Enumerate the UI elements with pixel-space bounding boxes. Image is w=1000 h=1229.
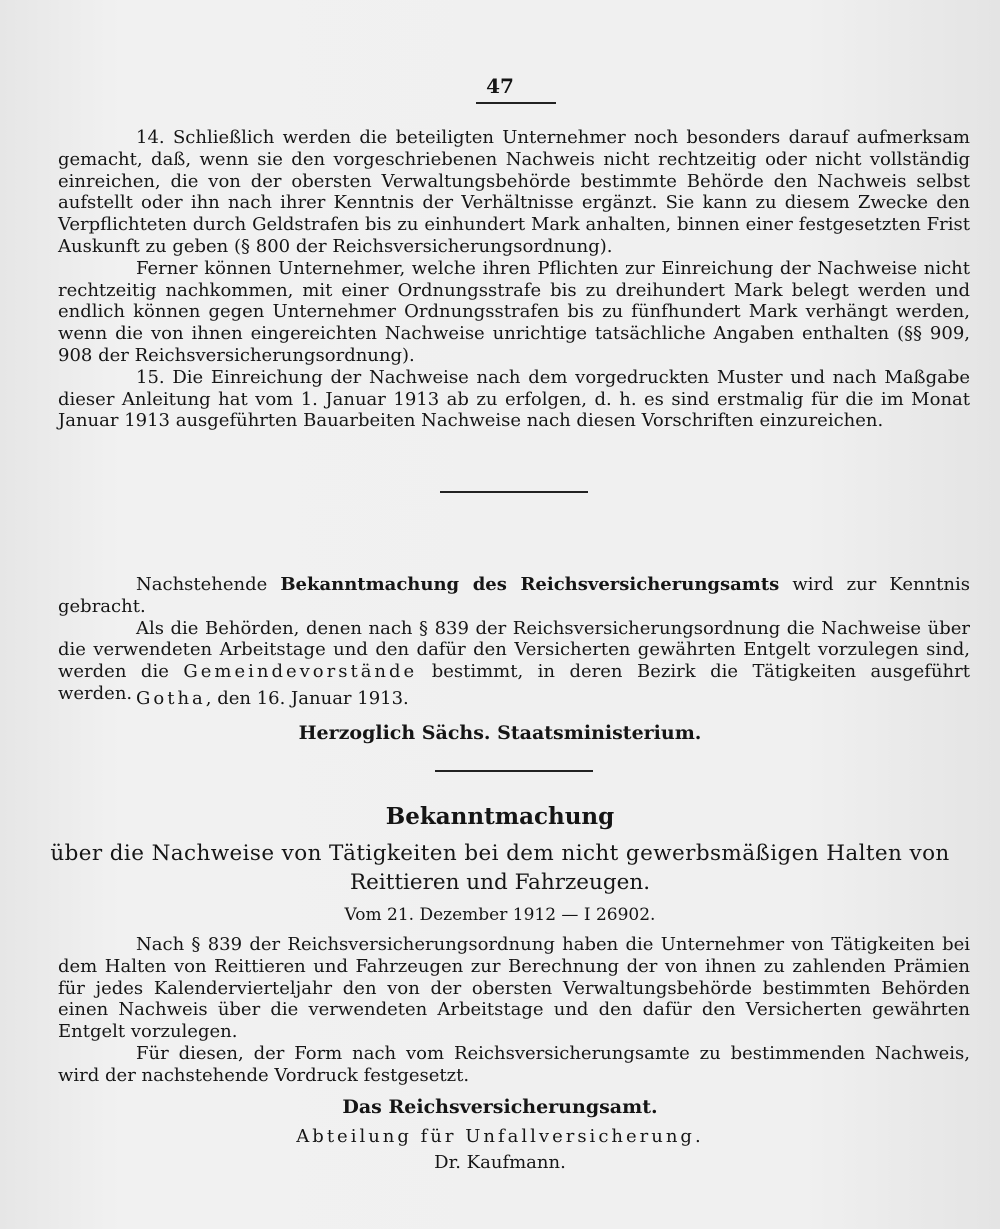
- announcement-dateline: Vom 21. Dezember 1912 — I 26902.: [344, 905, 656, 925]
- notice-intro-after: wird zur Kenntnis gebracht.: [58, 574, 970, 617]
- notice-authorities-after: bestimmt, in deren Bezirk die Tätigkeiten ausgeführt werden.: [58, 661, 970, 704]
- notice-place-name: Gotha: [136, 688, 206, 709]
- ministry-signature: Herzoglich Sächs. Staatsministerium.: [298, 722, 702, 744]
- section-instructions: [58, 127, 970, 432]
- announcement-paragraph-2: Für diesen, der Form nach vom Reichsversicherungsamte zu bestimmenden Nachweis, wird der nachstehende Vordruck festgesetzt.: [58, 1042, 970, 1086]
- section-ministry-notice: [58, 574, 970, 705]
- announcement-subtitle-line2: Reittieren und Fahrzeugen.: [349, 870, 651, 895]
- announcement-signature-dept: Abteilung für Unfallversicherung.: [296, 1126, 704, 1147]
- notice-authorities-before: Als die Behörden, denen nach § 839 der Reichsversicherungsordnung die Nachweise über die verwendeten Arbeitstage und den dafür den Versicherten gewährten Entgelt vorzulegen sind, werden die: [58, 617, 970, 683]
- page-number-underline: [476, 102, 556, 104]
- notice-intro-title: Bekanntmachung des Reichsversicherungsamts: [280, 574, 780, 595]
- announcement-subtitle-line1: über die Nachweise von Tätigkeiten bei dem nicht gewerbsmäßigen Halten von: [50, 841, 950, 866]
- notice-intro: [58, 574, 970, 618]
- notice-date: , den 16. Januar 1913.: [205, 688, 409, 709]
- announcement-signature-org: Das Reichsversicherungsamt.: [342, 1096, 658, 1118]
- announcement-paragraph-1: Nach § 839 der Reichsversicherungsordnung haben die Unternehmer von Tätigkeiten bei dem Halten von Reittieren und Fahrzeugen zur Berechnung der von ihnen zu zahlenden Prämien für jedes Kalendervierteljahr den von der obersten Verwaltungsbehörde bestimmten Behörden einen Nachweis über die verwendeten Arbeitstage und den dafür den Versicherten gewährten Entgelt vorzulegen.: [58, 934, 970, 1043]
- paragraph-15: 15. Die Einreichung der Nachweise nach dem vorgedruckten Muster und nach Maßgabe dieser Anleitung hat vom 1. Januar 1913 ab zu erfolgen, d. h. es sind erstmalig für die im Monat Januar 1913 ausgeführten Bauarbeiten Nachweise nach diesen Vorschriften einzureichen.: [58, 366, 970, 432]
- notice-place: [58, 688, 409, 709]
- paragraph-14: 14. Schließlich werden die beteiligten Unternehmer noch besonders darauf aufmerksam gemacht, daß, wenn sie den vorgeschriebenen Nachweis nicht rechtzeitig oder nicht vollständig einreichen, die von der obersten Verwaltungsbehörde bestimmte Behörde den Nachweis selbst aufstellt oder ihn nach ihrer Kenntnis der Verhältnisse ergänzt. Sie kann zu diesem Zwecke den Verpflichteten durch Geldstrafen bis zu einhundert Mark anhalten, binnen einer festgesetzten Frist Auskunft zu geben (§ 800 der Reichsversicherungsordnung).: [58, 127, 970, 257]
- section-divider: [440, 491, 588, 493]
- notice-intro-before: Nachstehende: [136, 574, 268, 595]
- notice-dateline: [58, 688, 970, 710]
- announcement-signature-name: Dr. Kaufmann.: [434, 1152, 566, 1173]
- notice-authorities-spaced: Gemeindevorstände: [183, 661, 418, 683]
- page-number: 47: [486, 74, 514, 98]
- announcement-title: Bekanntmachung: [385, 803, 615, 830]
- section-announcement-body: [58, 934, 970, 1087]
- section-divider-2: [435, 770, 593, 772]
- paragraph-penalties: Ferner können Unternehmer, welche ihren Pflichten zur Einreichung der Nachweise nicht rechtzeitig nachkommen, mit einer Ordnungsstrafe bis zu dreihundert Mark belegt werden und endlich können gegen Unternehmer Ordnungsstrafen bis zu fünfhundert Mark verhängt werden, wenn die von ihnen eingereichten Nachweise unrichtige tatsächliche Angaben enthalten (§§ 909, 908 der Reichsversicherungsordnung).: [58, 257, 970, 366]
